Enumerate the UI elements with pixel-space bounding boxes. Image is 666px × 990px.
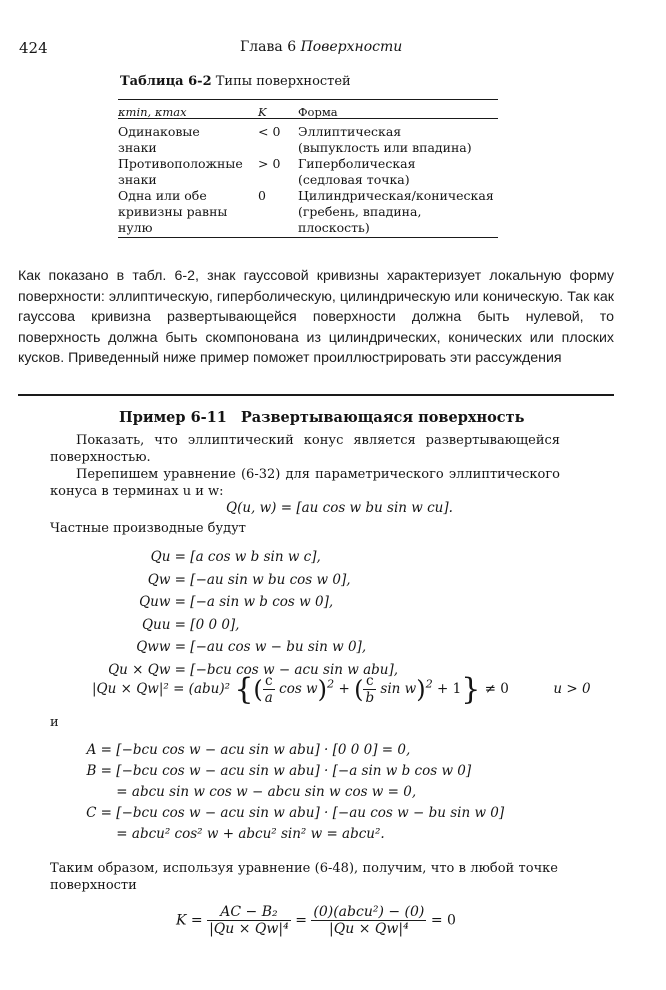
cell-signs: Одна или обе кривизны равны нулю xyxy=(118,188,228,235)
equation-row xyxy=(84,824,504,845)
fraction-denominator: |Qu × Qw|⁴ xyxy=(329,921,409,937)
chapter-title: Поверхности xyxy=(300,39,403,55)
table-row xyxy=(118,156,498,188)
table-caption xyxy=(120,74,351,89)
equation-row xyxy=(84,782,504,803)
equation-row xyxy=(84,803,504,824)
example-rewrite: Перепишем уравнение (6-32) для параметрического эллиптического конуса в терминах u и w: xyxy=(50,467,560,499)
table-label: Таблица 6-2 xyxy=(120,74,212,89)
fundamental-coefficients xyxy=(84,740,504,845)
equation-row xyxy=(98,569,398,592)
table-header-row xyxy=(118,104,498,122)
equation-row xyxy=(84,740,504,761)
column-header-curvatures: κmin, κmax xyxy=(118,105,187,119)
table-top-rule xyxy=(118,99,498,100)
table-row xyxy=(118,188,498,236)
equation-rhs: [−bcu cos w − acu sin w abu] · [−a sin w b cos w 0] xyxy=(116,763,472,779)
equation-lhs: C = xyxy=(86,805,112,821)
final-lhs: K = xyxy=(176,912,203,929)
equation-lhs: Quw = xyxy=(139,594,186,610)
norm-condition: ≠ 0 xyxy=(484,681,509,697)
equation-row xyxy=(84,761,504,782)
body-paragraph: Как показано в табл. 6-2, знак гауссовой кривизны характеризует локальную форму поверхности: эллиптическую, гиперболическую, цилиндрическую или коническую. Так как гауссова кривизна развертывающейся поверхности должна быть нулевой, то поверхность должна быть скомпонована из цилиндрических, конических или плоских кусков. Приведенный ниже пример поможет проиллюстрировать эти рассуждения xyxy=(18,268,614,366)
equation-lhs: B = xyxy=(86,763,112,779)
equation-lhs: A = xyxy=(86,742,112,758)
fraction-numerator: (0)(abcu²) − (0) xyxy=(313,904,425,920)
fraction-denominator: |Qu × Qw|⁴ xyxy=(209,921,289,937)
equation-rhs: [−au cos w − bu sin w 0], xyxy=(190,639,367,655)
equation-lhs: Qu = xyxy=(150,549,186,565)
norm-lhs: |Qu × Qw|² = (abu)² xyxy=(92,681,231,697)
equation-row xyxy=(98,546,398,569)
equation-row xyxy=(98,636,398,659)
table-bottom-rule xyxy=(118,237,498,238)
equation-rhs: [−bcu cos w − acu sin w abu] · [−au cos w − bu sin w 0] xyxy=(116,805,505,821)
cell-form: Цилиндрическая/коническая (гребень, впадина, плоскость) xyxy=(298,188,494,235)
equation-lhs: Qww = xyxy=(136,639,186,655)
cell-form: Эллиптическая (выпуклость или впадина) xyxy=(298,124,472,155)
equation-lhs: Quu = xyxy=(141,616,186,633)
page-number: 424 xyxy=(19,39,48,57)
cell-signs: Одинаковые знаки xyxy=(118,124,200,155)
equation-row xyxy=(98,614,398,637)
equation-rhs: = abcu sin w cos w − abcu sin w cos w = 0, xyxy=(116,784,417,800)
fraction xyxy=(207,904,291,937)
equation-rhs: = abcu² cos² w + abcu² sin² w = abcu². xyxy=(116,826,385,842)
equation-lhs: Qu × Qw = xyxy=(108,661,186,678)
running-head xyxy=(240,39,402,55)
cell-signs: Противоположные знаки xyxy=(118,156,243,187)
equation-rhs: [a cos w b sin w c], xyxy=(190,549,321,565)
cross-product-norm-equation: |Qu × Qw|² = (abu)² {( $\frac{c}{a}$ cos w)$^2$ + ( $\frac{c}{b}$ sin w)$^2$ + 1} ≠ 0 u > 0 xyxy=(92,672,591,707)
equation-rhs: [−a sin w b cos w 0], xyxy=(190,594,334,610)
equation-rhs: [−au sin w bu cos w 0], xyxy=(190,571,351,588)
column-header-form: Форма xyxy=(298,105,338,119)
table-row xyxy=(118,122,498,156)
gaussian-curvature-equation xyxy=(176,904,456,937)
equation-row xyxy=(98,591,398,614)
equation-rhs: [−bcu cos w − acu sin w abu], xyxy=(190,661,399,678)
final-result: = 0 xyxy=(430,912,456,929)
conjunction: и xyxy=(50,715,59,730)
example-separator xyxy=(18,394,614,396)
cell-k: > 0 xyxy=(258,156,281,171)
equation-lhs: Qw = xyxy=(147,571,186,588)
surface-types-table xyxy=(118,104,498,236)
column-header-k: K xyxy=(258,105,267,119)
example-title xyxy=(119,409,524,426)
fraction-numerator: AC − B₂ xyxy=(207,904,291,921)
cell-form: Гиперболическая (седловая точка) xyxy=(298,156,416,187)
cell-k: < 0 xyxy=(258,124,281,139)
chapter-label: Глава 6 xyxy=(240,39,297,55)
cone-parametric-equation: Q(u, w) = [au cos w bu sin w cu]. xyxy=(226,500,453,516)
example-heading: Развертывающаяся поверхность xyxy=(240,409,525,426)
cell-k: 0 xyxy=(258,188,266,203)
partial-derivatives xyxy=(98,546,398,681)
equation-rhs: [−bcu cos w − acu sin w abu] · [0 0 0] = 0, xyxy=(116,742,411,758)
table-title: Типы поверхностей xyxy=(215,74,351,89)
conclusion-text: Таким образом, используя уравнение (6-48), получим, что в любой точке поверхности xyxy=(50,861,558,893)
partials-intro: Частные производные будут xyxy=(50,521,246,536)
equals-sign: = xyxy=(295,912,307,929)
example-statement: Показать, что эллиптический конус является развертывающейся поверхностью. xyxy=(50,433,560,465)
norm-u-condition: u > 0 xyxy=(553,681,591,697)
fraction xyxy=(311,904,426,937)
example-label: Пример 6-11 xyxy=(119,409,227,426)
equation-rhs: [0 0 0], xyxy=(190,616,240,633)
